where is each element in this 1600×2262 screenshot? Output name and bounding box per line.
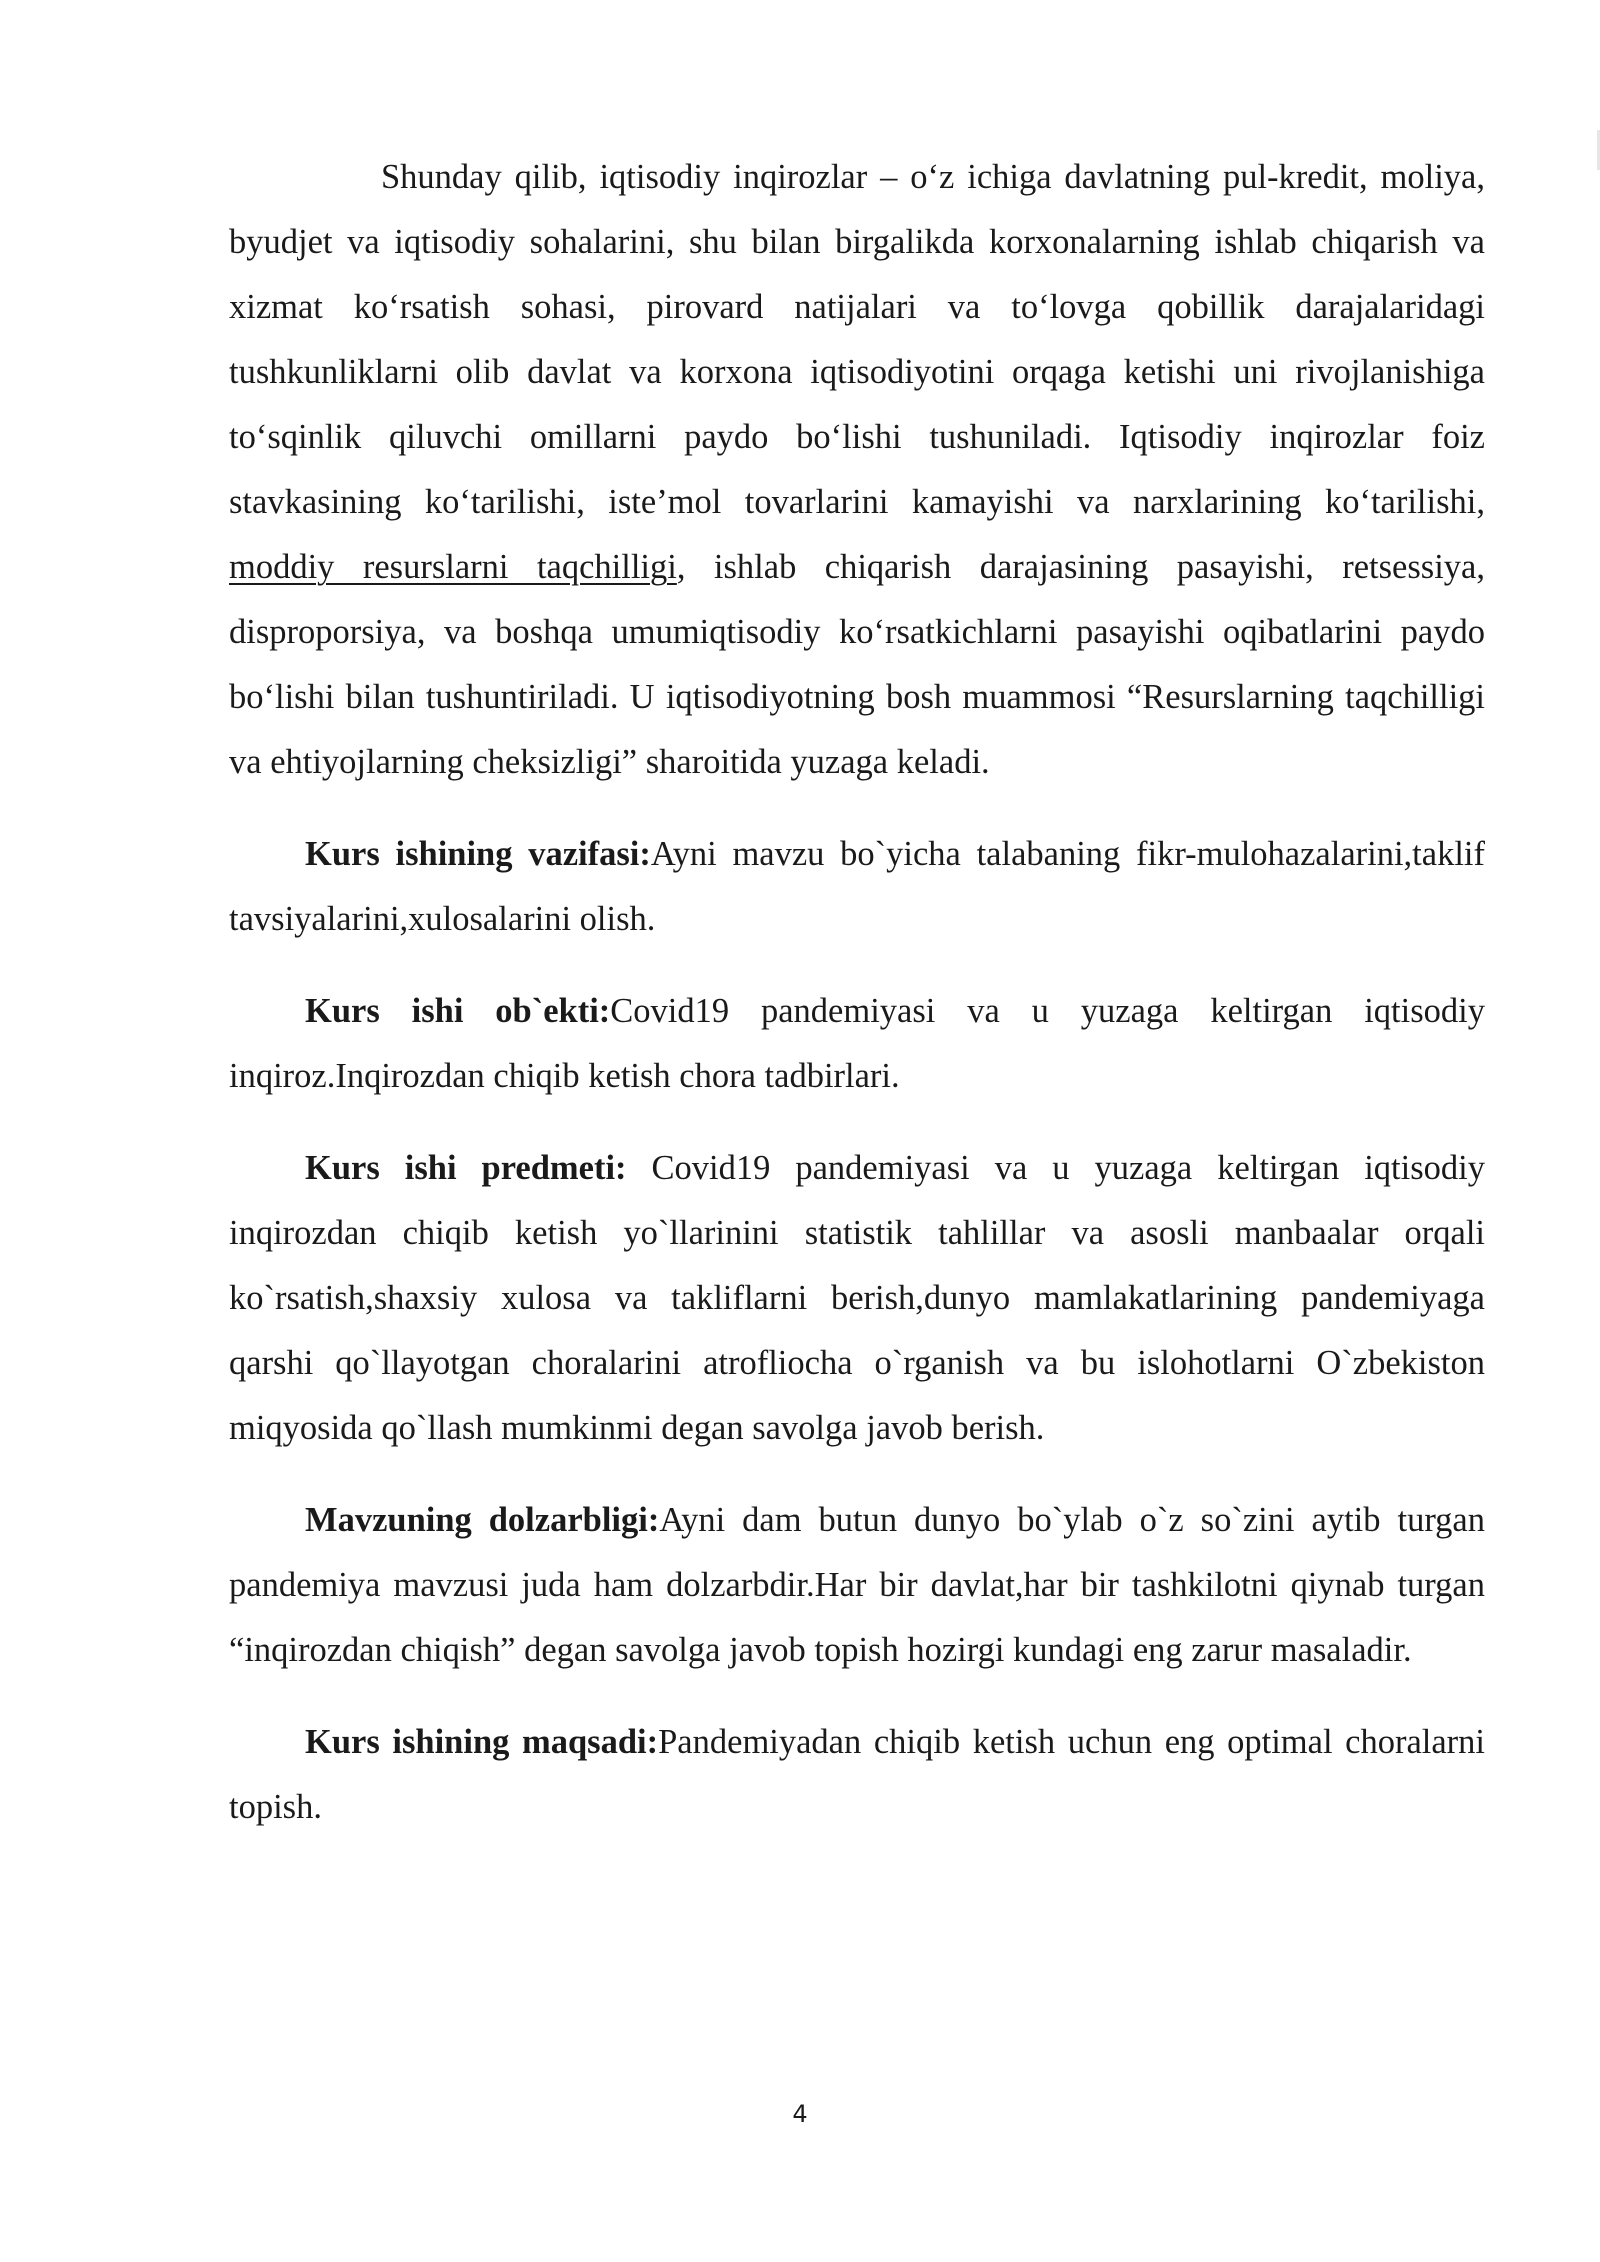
obekti-text: Covid19 pandemiyasi va u yuzaga keltirgan iqtisodiy inqiroz.Inqirozdan chiqib ketish chora tadbirlari.	[229, 992, 1485, 1095]
intro-text-end: , ishlab chiqarish darajasining pasayishi, retsessiya, disproporsiya, va boshqa umumiqtisodiy ko‘rsatkichlarni pasayishi oqibatlarini paydo bo‘lishi bilan tushuntiriladi. U iqtisodiyotning bosh muammosi “Resurslarning taqchilligi va ehtiyojlarning cheksizligi” sharoitida yuzaga keladi.	[229, 548, 1485, 781]
dolzarbligi-text: Ayni dam butun dunyo bo`ylab o`z so`zini aytib turgan pandemiya mavzusi juda ham dolzarbdir.Har bir davlat,har bir tashkilotni qiynab turgan “inqirozdan chiqish” degan savolga javob topish hozirgi kundagi eng zarur masaladir.	[229, 1501, 1485, 1669]
document-body	[229, 145, 1485, 1840]
intro-paragraph	[229, 145, 1485, 795]
obekti-label: Kurs ishi ob`ekti:	[305, 992, 611, 1030]
predmeti-text: Covid19 pandemiyasi va u yuzaga keltirgan iqtisodiy inqirozdan chiqib ketish yo`llarinini statistik tahlillar va asosli manbaalar orqali ko`rsatish,shaxsiy xulosa va takliflarni berish,dunyo mamlakatlarining pandemiyaga qarshi qo`llayotgan choralarini atrofliocha o`rganish va bu islohotlarni O`zbekiston miqyosida qo`llash mumkinmi degan savolga javob berish.	[229, 1149, 1485, 1447]
maqsadi-label: Kurs ishining maqsadi:	[305, 1723, 659, 1761]
maqsadi-text: Pandemiyadan chiqib ketish uchun eng optimal choralarni topish.	[229, 1723, 1485, 1826]
vazifasi-paragraph	[229, 822, 1485, 952]
dolzarbligi-paragraph	[229, 1488, 1485, 1683]
predmeti-paragraph	[229, 1136, 1485, 1461]
underlined-phrase: moddiy resurslarni taqchilligi	[229, 548, 677, 586]
vazifasi-text: Ayni mavzu bo`yicha talabaning fikr-mulohazalarini,taklif tavsiyalarini,xulosalarini olish.	[229, 835, 1485, 938]
maqsadi-paragraph	[229, 1710, 1485, 1840]
obekti-paragraph	[229, 979, 1485, 1109]
page-number: 4	[792, 2100, 808, 2128]
intro-text-start: Shunday qilib, iqtisodiy inqirozlar – o‘z ichiga davlatning pul-kredit, moliya, byudjet va iqtisodiy sohalarini, shu bilan birgalikda korxonalarning ishlab chiqarish va xizmat ko‘rsatish sohasi, pirovard natijalari va to‘lovga qobillik darajalaridagi tushkunliklarni olib davlat va korxona iqtisodiyotini orqaga ketishi uni rivojlanishiga to‘sqinlik qiluvchi omillarni paydo bo‘lishi tushuniladi. Iqtisodiy inqirozlar foiz stavkasining ko‘tarilishi, iste’mol tovarlarini kamayishi va narxlarining ko‘tarilishi,	[229, 158, 1485, 521]
dolzarbligi-label: Mavzuning dolzarbligi:	[305, 1501, 660, 1539]
predmeti-label: Kurs ishi predmeti:	[305, 1149, 627, 1187]
vazifasi-label: Kurs ishining vazifasi:	[305, 835, 651, 873]
